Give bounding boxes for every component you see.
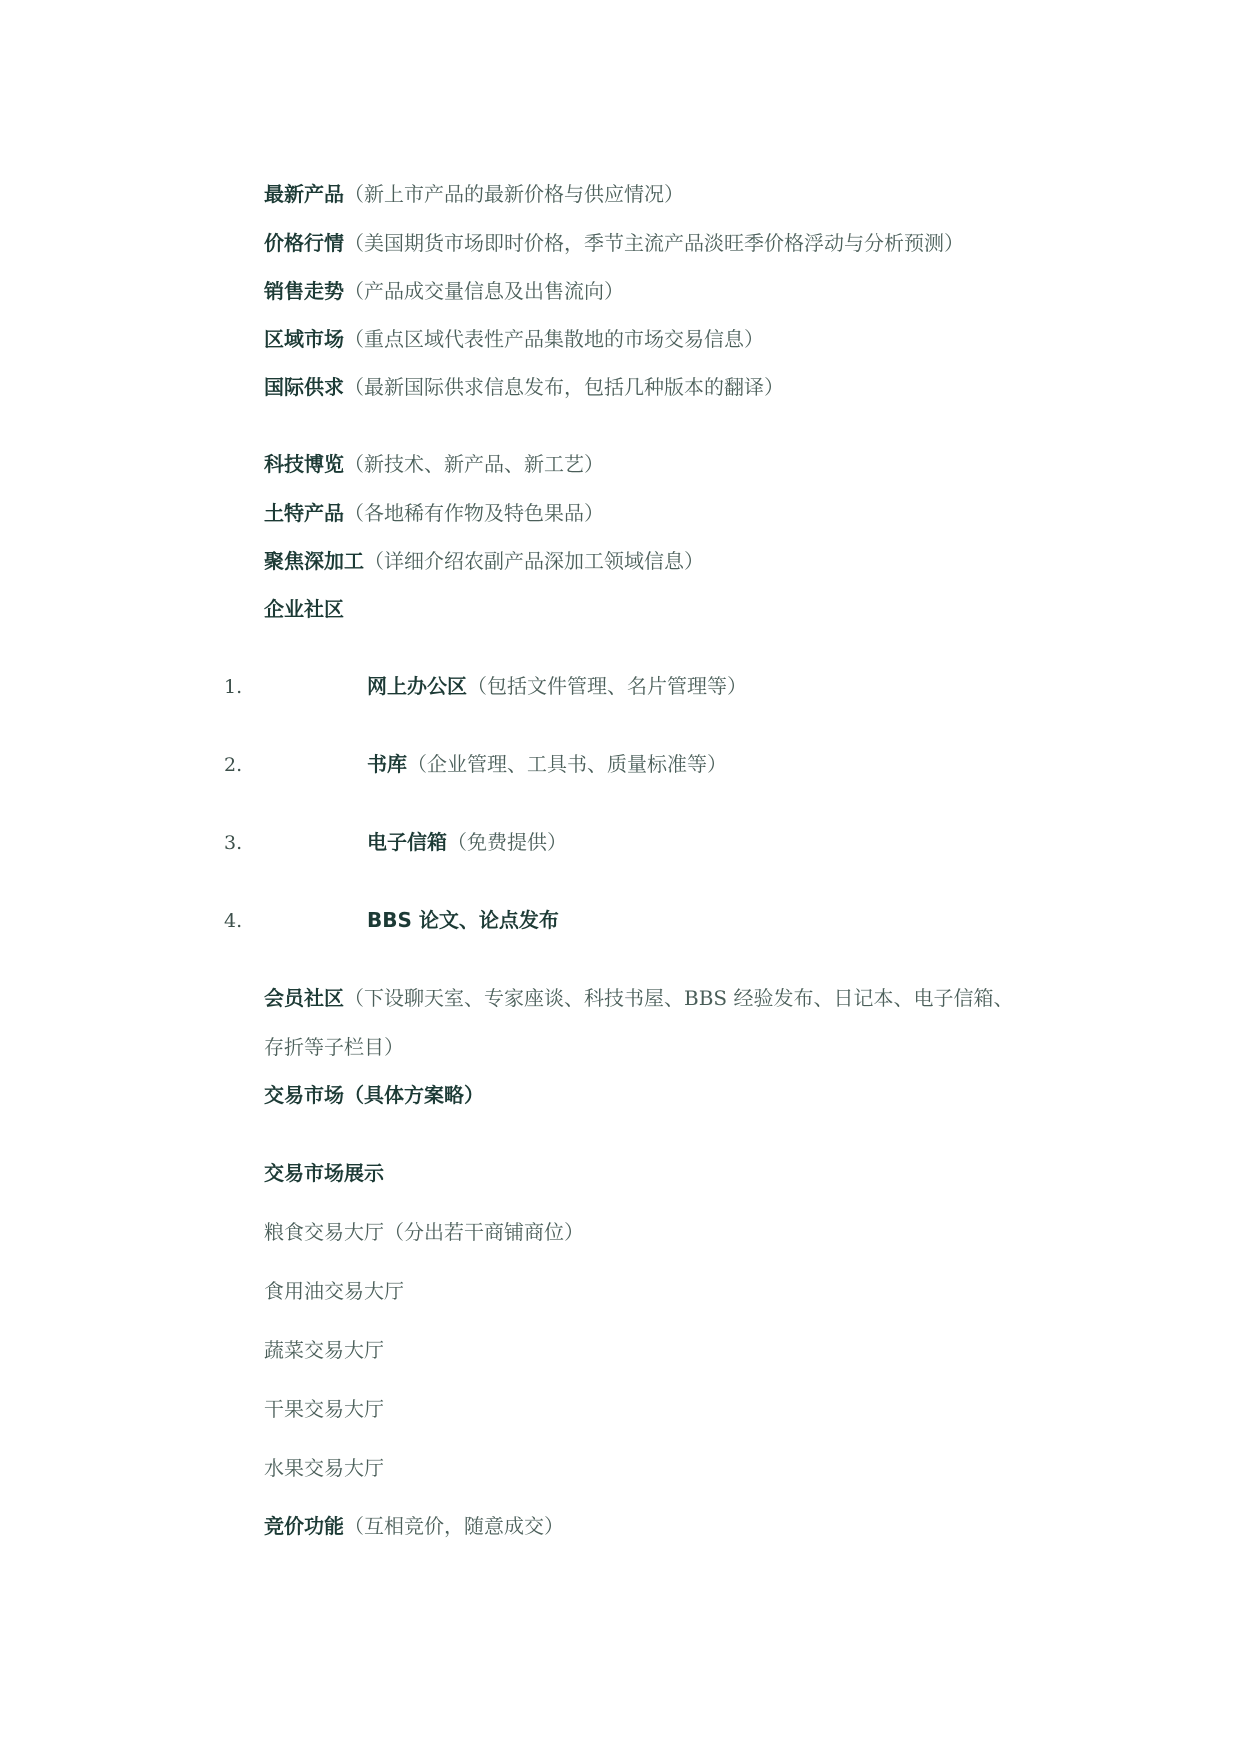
section-sales-trend [264, 278, 624, 304]
section-title: 国际供求 [264, 375, 344, 399]
section-international-supply [264, 374, 784, 400]
section-title: 区域市场 [264, 327, 344, 351]
hall-item-vegetables: 蔬菜交易大厅 [264, 1338, 384, 1362]
section-member-community-cont [264, 1034, 404, 1060]
section-title: 聚焦深加工 [264, 549, 364, 573]
section-deep-processing [264, 548, 704, 574]
section-title: 竞价功能 [264, 1514, 344, 1538]
section-local-specialties [264, 500, 604, 526]
list-item-desc: （企业管理、工具书、质量标准等） [407, 752, 727, 776]
section-enterprise-community [264, 596, 344, 622]
list-number: 4. [224, 910, 243, 932]
list-item-email [367, 829, 567, 855]
list-item-bbs [367, 907, 559, 933]
hall-item-fruit: 水果交易大厅 [264, 1456, 384, 1480]
section-member-community [264, 985, 1013, 1011]
section-title: 最新产品 [264, 182, 344, 206]
list-item-library [367, 751, 727, 777]
section-trading-market [264, 1082, 484, 1108]
section-desc: 存折等子栏目） [264, 1035, 404, 1059]
list-number: 1. [224, 676, 243, 698]
section-title: 销售走势 [264, 279, 344, 303]
section-desc: （美国期货市场即时价格，季节主流产品淡旺季价格浮动与分析预测） [344, 231, 964, 255]
section-regional-market [264, 326, 764, 352]
section-title: 土特产品 [264, 501, 344, 525]
section-desc: （各地稀有作物及特色果品） [344, 501, 604, 525]
section-tech-expo [264, 451, 604, 477]
section-title: 交易市场展示 [264, 1161, 384, 1185]
hall-item-dried-fruit: 干果交易大厅 [264, 1397, 384, 1421]
list-item-title: 网上办公区 [367, 674, 467, 698]
section-desc: （新技术、新产品、新工艺） [344, 452, 604, 476]
section-desc: （产品成交量信息及出售流向） [344, 279, 624, 303]
list-item-desc: （包括文件管理、名片管理等） [467, 674, 747, 698]
list-item-title: 书库 [367, 752, 407, 776]
hall-item-grain: 粮食交易大厅（分出若干商铺商位） [264, 1220, 584, 1244]
hall-item-cooking-oil: 食用油交易大厅 [264, 1279, 404, 1303]
section-bidding [264, 1513, 564, 1539]
section-desc: （新上市产品的最新价格与供应情况） [344, 182, 684, 206]
section-desc: （最新国际供求信息发布，包括几种版本的翻译） [344, 375, 784, 399]
section-title: 交易市场（具体方案略） [264, 1083, 484, 1107]
section-title: 价格行情 [264, 231, 344, 255]
list-item-title: BBS 论文、论点发布 [367, 908, 559, 932]
section-title: 企业社区 [264, 597, 344, 621]
section-desc: （互相竞价，随意成交） [344, 1514, 564, 1538]
section-title: 科技博览 [264, 452, 344, 476]
section-market-display [264, 1160, 384, 1186]
section-desc: （重点区域代表性产品集散地的市场交易信息） [344, 327, 764, 351]
list-item-desc: （免费提供） [447, 830, 567, 854]
section-desc: （详细介绍农副产品深加工领域信息） [364, 549, 704, 573]
section-price-quotes [264, 230, 964, 256]
list-number: 3. [224, 832, 243, 854]
list-item-title: 电子信箱 [367, 830, 447, 854]
section-desc: （下设聊天室、专家座谈、科技书屋、BBS 经验发布、日记本、电子信箱、 [344, 986, 1014, 1010]
list-item-online-office [367, 673, 747, 699]
section-title: 会员社区 [264, 986, 344, 1010]
section-latest-products [264, 181, 684, 207]
list-number: 2. [224, 754, 243, 776]
